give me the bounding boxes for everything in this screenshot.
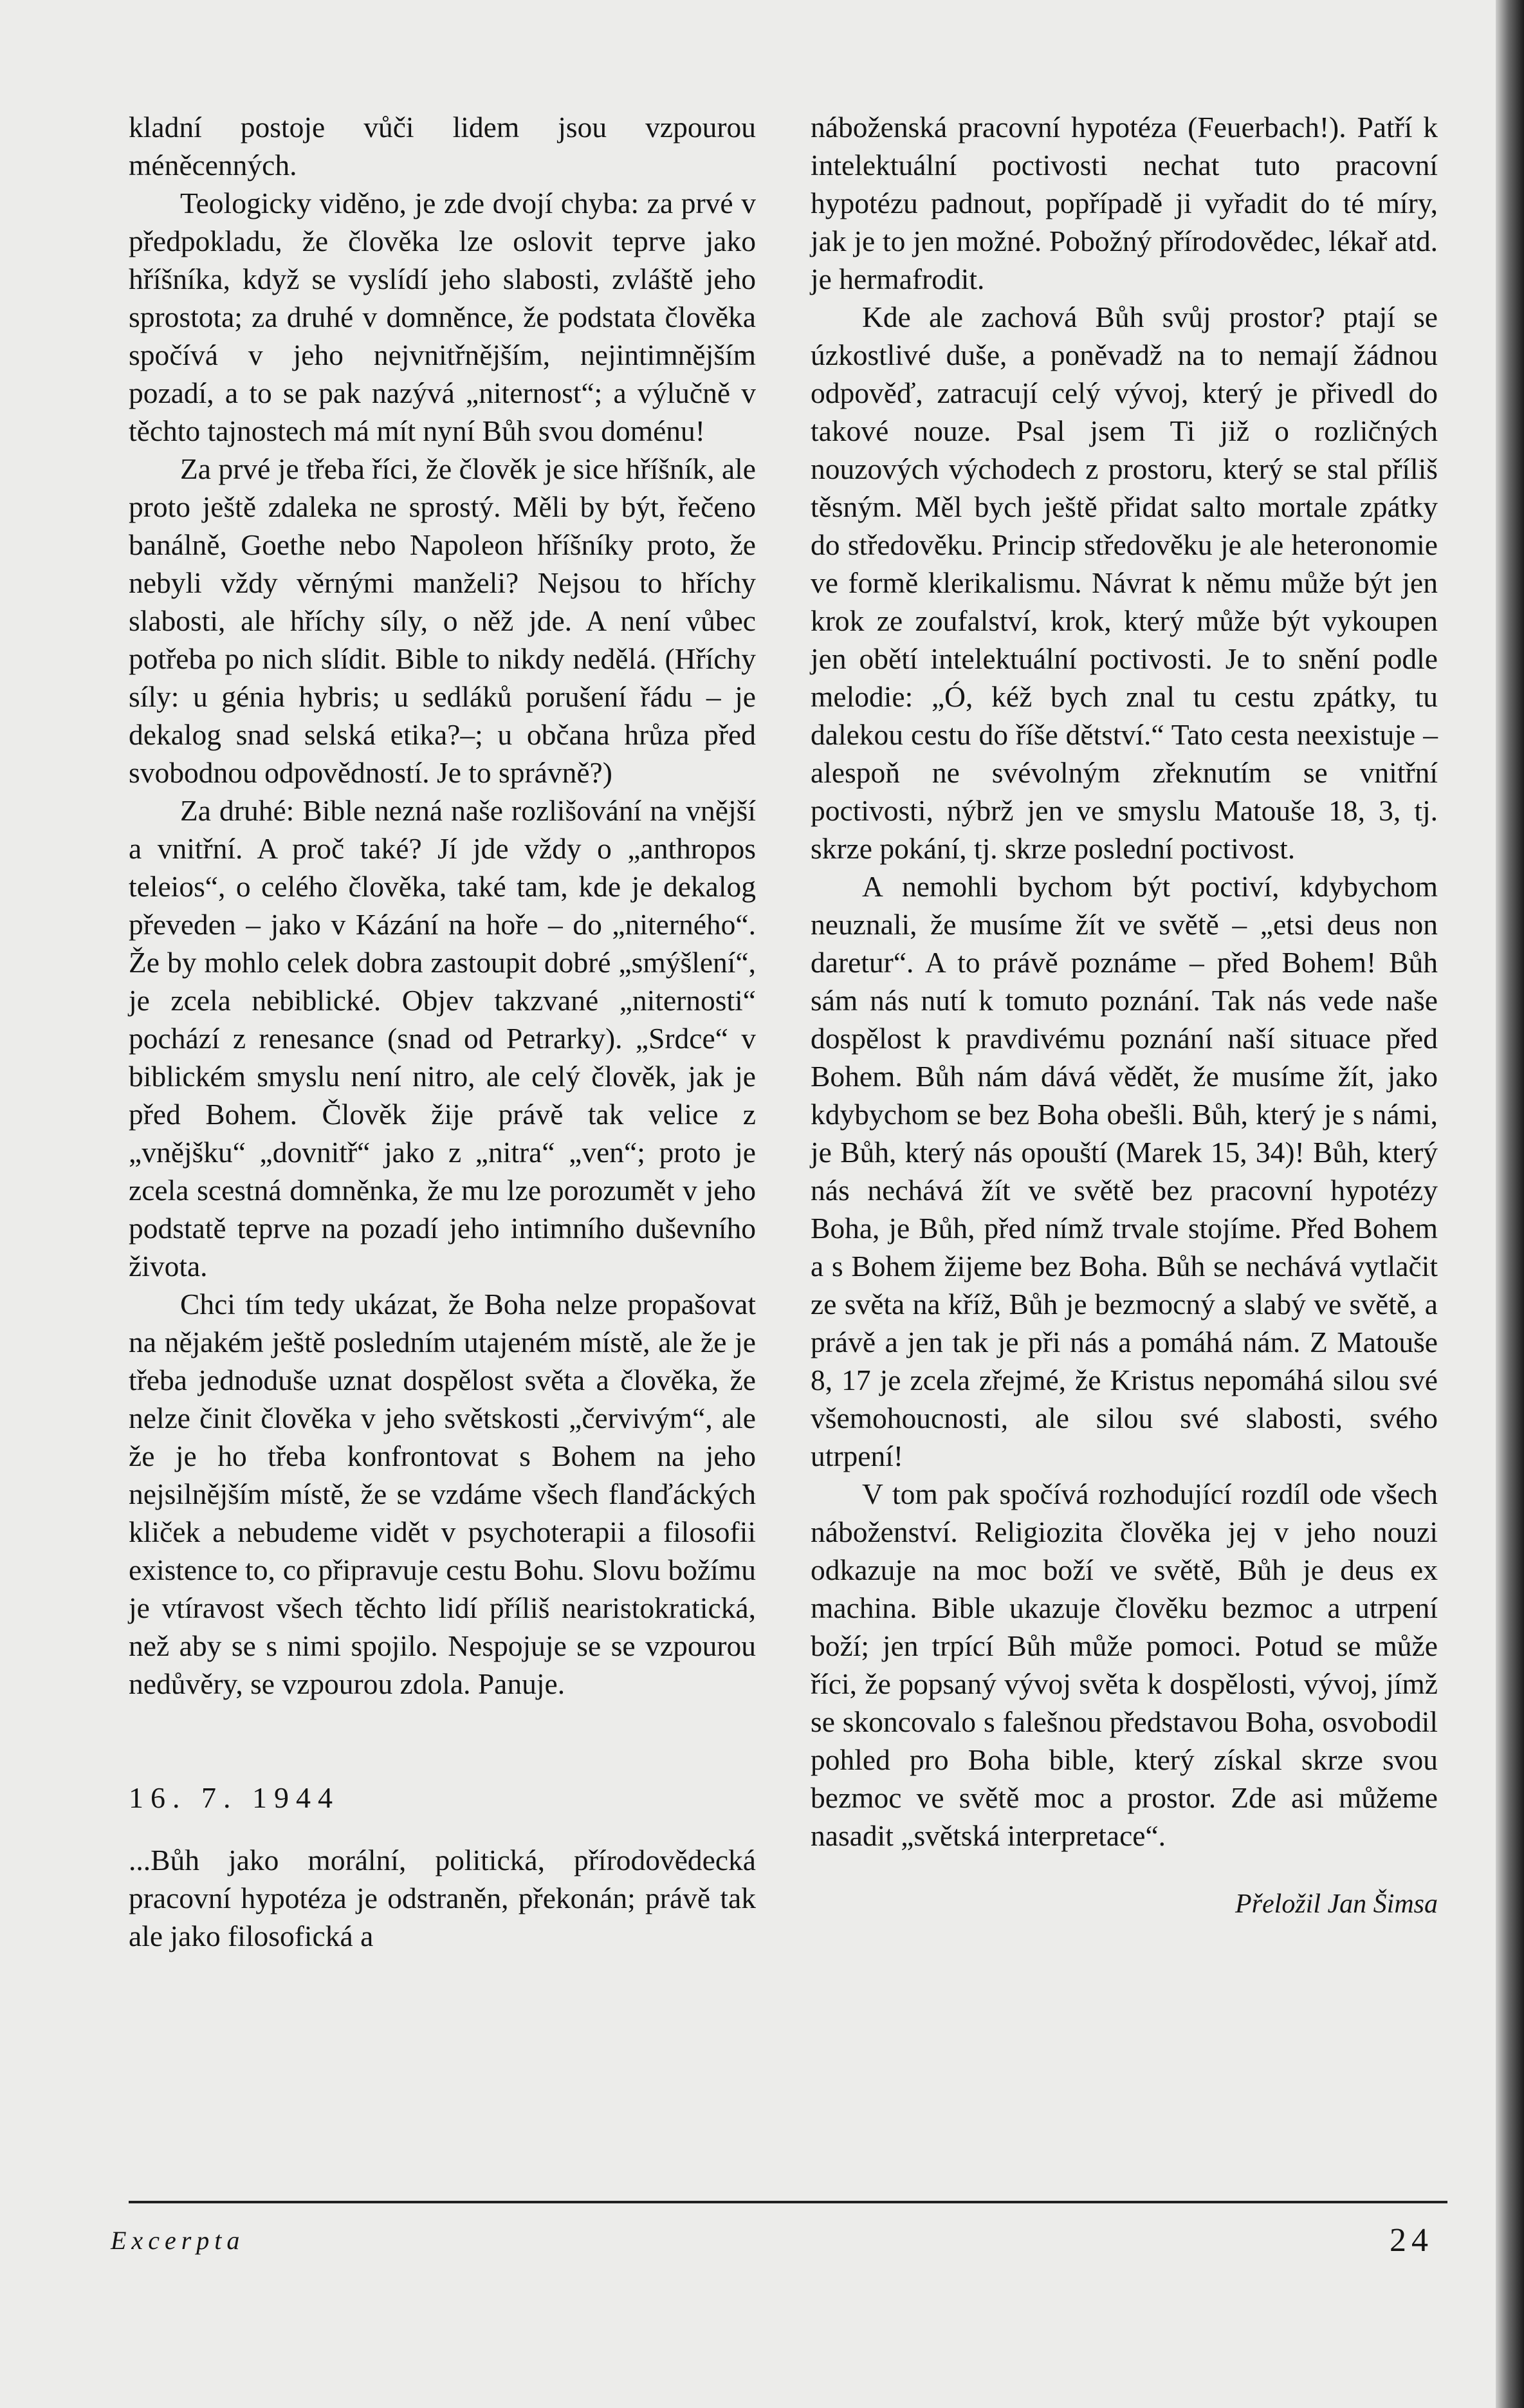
paragraph: Kde ale zachová Bůh svůj prostor? ptají se úzkostlivé duše, a poněvadž na to nemají žádnou odpověď, zatracují celý vývoj, který je přivedl do takové nouze. Psal jsem Ti již o rozličných nouzových východech z prostoru, který se stal příliš těsným. Měl bych ještě přidat salto mortale zpátky do středověku. Princip středověku je ale heteronomie ve formě klerikalismu. Návrat k němu může být jen krok ze zoufalství, krok, který může být vykoupen jen obětí intelektuální poctivosti. Je to snění podle melodie: „Ó, kéž bych znal tu cestu zpátky, tu dalekou cestu do říše dětství.“ Tato cesta neexistuje – alespoň ne svévolným zřeknutím se vnitřní poctivosti, nýbrž jen ve smyslu Matouše 18, 3, tj. skrze pokání, tj. skrze poslední poctivost. bbox=[811, 301, 1438, 865]
page-edge-shadow bbox=[1496, 0, 1524, 2408]
letter-date: 16. 7. 1944 bbox=[129, 1781, 340, 1814]
page-number: 24 bbox=[1390, 2222, 1433, 2259]
paragraph: A nemohli bychom být poctiví, kdybychom neuznali, že musíme žít ve světě – „etsi deus non daretur“. A to právě poznáme – před Bohem! Bůh sám nás nutí k tomuto poznání. Tak nás vede naše dospělost k pravdivému poznání naší situace před Bohem. Bůh nám dává vědět, že musíme žít, jako kdybychom se bez Boha obešli. Bůh, který je s námi, je Bůh, který nás opouští (Marek 15, 34)! Bůh, který nás nechává žít ve světě bez pracovní hypotézy Boha, je Bůh, před nímž trvale stojíme. Před Bohem a s Bohem žijeme bez Boha. Bůh se nechává vytlačit ze světa na kříž, Bůh je bezmocný a slabý ve světě, a právě a jen tak je při nás a pomáhá nám. Z Matouše 8, 17 je zcela zřejmé, že Kristus nepomáhá silou své všemohoucnosti, ale silou své slabosti, svého utrpení! bbox=[811, 870, 1438, 1472]
paragraph: V tom pak spočívá rozhodující rozdíl ode všech náboženství. Religiozita člověka jej v jeho nouzi odkazuje na moc boží ve světě, Bůh je deus ex machina. Bible ukazuje člověku bezmoc a utrpení boží; jen trpící Bůh může pomoci. Potud se může říci, že popsaný vývoj světa k dospělosti, vývoj, jímž se skoncovalo s falešnou představou Boha, osvobodil pohled pro Boha bible, který získal skrze svou bezmoc ve světě moc a prostor. Zde asi můžeme nasadit „světská interpretace“. bbox=[811, 1477, 1438, 1852]
translator-credit: Přeložil Jan Šimsa bbox=[1235, 1889, 1438, 1919]
footer-rule bbox=[129, 2201, 1447, 2203]
paragraph: náboženská pracovní hypotéza (Feuerbach!). Patří k intelektuální poctivosti nechat tuto pracovní hypotézu padnout, popřípadě ji vyřadit do té míry, jak je to jen možné. Pobožný přírodovědec, lékař atd. je hermafrodit. bbox=[811, 111, 1438, 295]
paragraph: Za druhé: Bible nezná naše rozlišování na vnější a vnitřní. A proč také? Jí jde vždy o „anthropos teleios“, o celého člověka, také tam, kde je dekalog převeden – jako v Kázání na hoře – do „niterného“. Že by mohlo celek dobra zastoupit dobré „smýšlení“, je zcela nebiblické. Objev takzvané „niternosti“ pochází z renesance (snad od Petrarky). „Srdce“ v biblickém smyslu není nitro, ale celý člověk, jak je před Bohem. Člověk žije právě tak velice z „vnějšku“ „dovnitř“ jako z „nitra“ „ven“; proto je zcela scestná domněnka, že mu lze porozumět v jeho podstatě teprve na pozadí jeho intimního duševního života. bbox=[129, 794, 756, 1283]
paragraph: Teologicky viděno, je zde dvojí chyba: za prvé v předpokladu, že člověka lze oslovit teprve jako hříšníka, když se vyslídí jeho slabosti, zvláště jeho sprostota; za druhé v domněnce, že podstata člověka spočívá v jeho nejvnitřnějším, nejintimnějším pozadí, a to se pak nazývá „niternost“; a výlučně v těchto tajnostech má mít nyní Bůh svou doménu! bbox=[129, 187, 756, 447]
publication-name: Excerpta bbox=[111, 2226, 245, 2255]
left-column bbox=[129, 108, 756, 1955]
right-column bbox=[811, 108, 1438, 1923]
paragraph: Chci tím tedy ukázat, že Boha nelze propašovat na nějakém ještě posledním utajeném místě, ale že je třeba jednoduše uznat dospělost světa a člověka, že nelze činit člověka v jeho světskosti „červivým“, ale že je ho třeba konfrontovat s Bohem na jeho nejsilnějším místě, že se vzdáme všech flanďáckých kliček a nebudeme vidět v psychoterapii a filosofii existence to, co připravuje cestu Bohu. Slovu božímu je vtíravost všech těchto lidí příliš nearistokratická, než aby se s nimi spojilo. Nespojuje se se vzpourou nedůvěry, se vzpourou zdola. Panuje. bbox=[129, 1288, 756, 1700]
paragraph: kladní postoje vůči lidem jsou vzpourou méněcenných. bbox=[129, 111, 756, 181]
paragraph: ...Bůh jako morální, politická, přírodovědecká pracovní hypotéza je odstraněn, překonán; právě tak ale jako filosofická a bbox=[129, 1844, 756, 1952]
paragraph: Za prvé je třeba říci, že člověk je sice hříšník, ale proto ještě zdaleka ne sprostý. Měli by být, řečeno banálně, Goethe nebo Napoleon hříšníky proto, že nebyli vždy věrnými manželi? Nejsou to hříchy slabosti, ale hříchy síly, o něž jde. A není vůbec potřeba po nich slídit. Bible to nikdy nedělá. (Hříchy síly: u génia hybris; u sedláků porušení řádu – je dekalog snad selská etika?–; u občana hrůza před svobodnou odpovědností. Je to správně?) bbox=[129, 452, 756, 789]
